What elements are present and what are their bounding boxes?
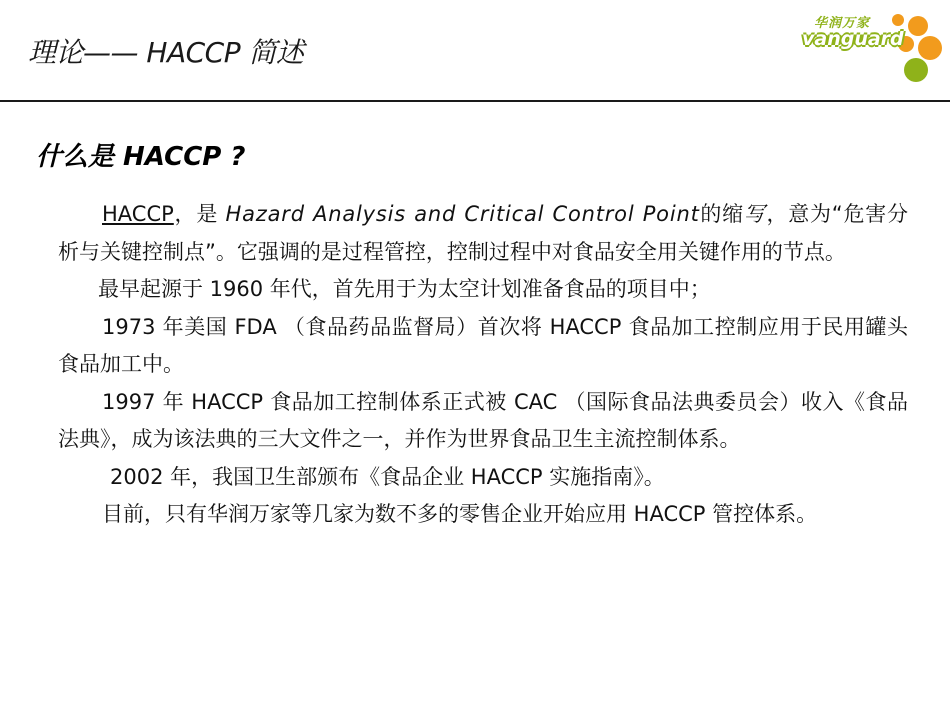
haccp-abbreviation: HACCP xyxy=(102,202,174,226)
paragraph-1973: 1973 年美国 FDA （食品药品监督局）首次将 HACCP 食品加工控制应用于民用罐头食品加工中。 xyxy=(58,314,908,376)
paragraph-2002: 2002 年，我国卫生部颁布《食品企业 HACCP 实施指南》。 xyxy=(110,464,665,489)
slide-title: 理论—— HACCP 简述 xyxy=(28,36,304,69)
vanguard-logo xyxy=(800,6,945,84)
logo-chinese-text: 华润万家 xyxy=(814,16,871,31)
haccp-english-name: Hazard Analysis and Critical Control Point xyxy=(225,202,700,226)
title-divider xyxy=(0,100,950,102)
paragraph-1997: 1997 年 HACCP 食品加工控制体系正式被 CAC （国际食品法典委员会）收入《食品法典》，成为该法典的三大文件之一，并作为世界食品卫生主流控制体系。 xyxy=(58,389,908,451)
paragraph-origin: 最早起源于 1960 年代，首先用于为太空计划准备食品的项目中； xyxy=(98,277,711,301)
section-heading: 什么是 HACCP ? xyxy=(36,142,246,172)
logo-english-text: vanguard xyxy=(802,28,904,50)
body-text xyxy=(58,196,908,534)
paragraph-current: 目前，只有华润万家等几家为数不多的零售企业开始应用 HACCP 管控体系。 xyxy=(102,502,818,526)
paragraph-definition: HACCP，是 Hazard Analysis and Critical Control Point的缩写，意为“危害分析与关键控制点”。它强调的是过程管控，控制过程中对食品安全用关键作用的节点。 xyxy=(58,202,908,264)
